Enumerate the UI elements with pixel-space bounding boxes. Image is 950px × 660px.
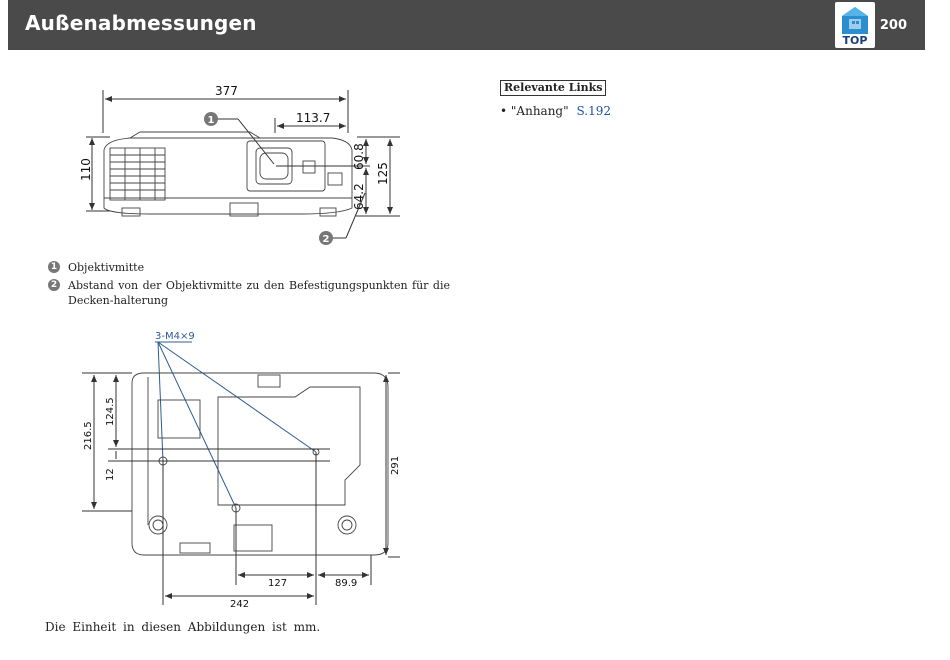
callout-1-label: 1 xyxy=(207,115,215,126)
dim-127: 127 xyxy=(268,578,288,589)
legend-text: Objektivmitte xyxy=(68,261,145,274)
screw-label: 3-M4×9 xyxy=(155,331,195,342)
dim-height-110: 110 xyxy=(79,158,93,181)
dim-width-377: 377 xyxy=(215,84,238,98)
related-link-text: "Anhang" xyxy=(510,104,569,118)
dim-lens-offset: 113.7 xyxy=(296,111,331,125)
bullet: • xyxy=(500,104,508,118)
legend-item xyxy=(48,260,450,275)
dim-124-5: 124.5 xyxy=(105,397,116,426)
legend-item xyxy=(48,278,450,308)
related-links xyxy=(500,80,611,118)
dim-lens-height: 60.8 xyxy=(352,143,366,170)
legend-text: Abstand von der Objektivmitte zu den Befestigungspunkten für die Decken-halterung xyxy=(68,279,450,307)
page-title: Außenabmessungen xyxy=(25,11,257,35)
legend-number: 1 xyxy=(48,261,60,273)
dim-mount-distance: 64.2 xyxy=(352,183,366,210)
dim-12: 12 xyxy=(105,468,116,481)
dim-89-9: 89.9 xyxy=(335,578,358,589)
legend-number: 2 xyxy=(48,279,60,291)
dim-total-height: 125 xyxy=(376,162,390,185)
related-links-heading: Relevante Links xyxy=(500,80,606,96)
home-icon xyxy=(835,4,875,38)
callout-2-label: 2 xyxy=(322,234,330,245)
front-view-diagram xyxy=(70,78,410,253)
dim-216-5: 216.5 xyxy=(83,421,94,450)
page-header xyxy=(8,0,925,50)
page-number: 200 xyxy=(879,18,907,33)
dim-291: 291 xyxy=(390,455,401,475)
top-button-label: TOP xyxy=(842,34,868,47)
bottom-view-diagram xyxy=(70,325,420,615)
related-link-item xyxy=(500,104,611,118)
unit-note: Die Einheit in diesen Abbildungen ist mm. xyxy=(45,620,321,634)
dim-242: 242 xyxy=(230,599,250,610)
top-button[interactable] xyxy=(835,2,875,48)
diagram-legend xyxy=(48,260,450,311)
page-reference-link[interactable]: S.192 xyxy=(576,104,611,118)
